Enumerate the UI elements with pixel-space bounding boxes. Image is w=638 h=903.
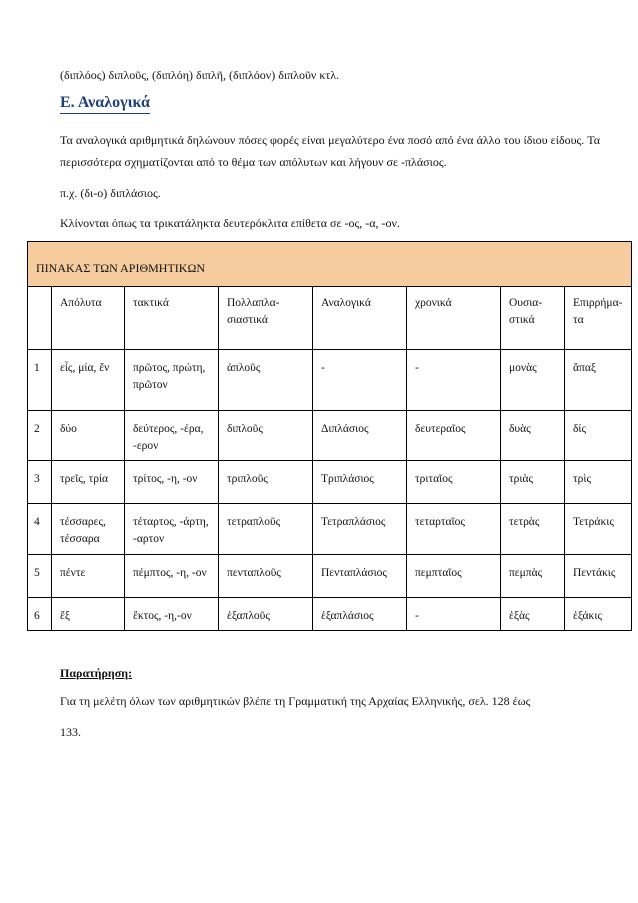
table-cell: τριταῖος: [407, 461, 501, 504]
table-cell: πέμπτος, -η, -ον: [125, 554, 219, 597]
row-number: 6: [28, 597, 52, 631]
table-cell: δευτεραῖος: [407, 411, 501, 461]
note-text-continued: 133.: [60, 725, 81, 739]
row-number: 4: [28, 504, 52, 554]
table-cell: Τετραπλάσιος: [313, 504, 407, 554]
table-cell: ἅπαξ: [565, 350, 632, 411]
numerals-table: [27, 241, 632, 631]
table-cell: -: [407, 350, 501, 411]
table-row: [28, 504, 632, 554]
row-number: 2: [28, 411, 52, 461]
table-cell: -: [313, 350, 407, 411]
table-cell: μονὰς: [501, 350, 565, 411]
header-cell: Αναλογικά: [313, 287, 407, 350]
note-title: Παρατήρηση:: [60, 666, 133, 680]
table-cell: τρεῖς, τρία: [52, 461, 125, 504]
table-row: [28, 411, 632, 461]
table-cell: πενταπλοῦς: [219, 554, 313, 597]
row-number: 1: [28, 350, 52, 411]
header-cell: Ουσια-στικά: [501, 287, 565, 350]
table-cell: Πεντάκις: [565, 554, 632, 597]
table-cell: τετρὰς: [501, 504, 565, 554]
table-cell: πεμπταῖος: [407, 554, 501, 597]
table-cell: πεμπὰς: [501, 554, 565, 597]
row-number: 3: [28, 461, 52, 504]
intro-line: (διπλόος) διπλοῦς, (διπλόη) διπλῆ, (διπλόον) διπλοῦν κτλ.: [60, 68, 340, 82]
table-cell: τετραπλοῦς: [219, 504, 313, 554]
header-cell: Απόλυτα: [52, 287, 125, 350]
section-title: Ε. Αναλογικά: [60, 93, 150, 114]
note-text: Για τη μελέτη όλων των αριθμητικών βλέπε τη Γραμματική της Αρχαίας Ελληνικής, σελ. 128 έως: [60, 694, 531, 708]
table-cell: τριὰς: [501, 461, 565, 504]
table-cell: δίς: [565, 411, 632, 461]
table-row: [28, 350, 632, 411]
table-row: [28, 554, 632, 597]
header-cell: τακτικά: [125, 287, 219, 350]
table-cell: ἁπλοῦς: [219, 350, 313, 411]
table-cell: Τριπλάσιος: [313, 461, 407, 504]
table-cell: πέντε: [52, 554, 125, 597]
table-cell: ἑξάκις: [565, 597, 632, 631]
table-header-row: [28, 287, 632, 350]
table-cell: εἷς, μία, ἕν: [52, 350, 125, 411]
header-cell: Επιρρήμα-τα: [565, 287, 632, 350]
table-cell: τέταρτος, -άρτη, -αρτον: [125, 504, 219, 554]
table-row: [28, 461, 632, 504]
table-cell: πρῶτος, πρώτη, πρῶτον: [125, 350, 219, 411]
example-line: π.χ. (δι-ο) διπλάσιος.: [60, 186, 161, 200]
table-cell: τέσσαρες, τέσσαρα: [52, 504, 125, 554]
table-cell: ἑξαπλοῦς: [219, 597, 313, 631]
table-cell: δύο: [52, 411, 125, 461]
table-cell: τριπλοῦς: [219, 461, 313, 504]
table-row: [28, 597, 632, 631]
header-cell-empty: [28, 287, 52, 350]
table-cell: δυὰς: [501, 411, 565, 461]
table-cell: Πενταπλάσιος: [313, 554, 407, 597]
table-cell: Διπλάσιος: [313, 411, 407, 461]
description-paragraph: Τα αναλογικά αριθμητικά δηλώνουν πόσες φορές είναι μεγαλύτερο ένα ποσό από ένα άλλο του ίδιου είδους. Τα περισσότερα σχηματίζονται από το θέμα των απόλυτων και λήγουν σε -πλάσιος.: [60, 133, 600, 169]
table-cell: τεταρταῖος: [407, 504, 501, 554]
row-number: 5: [28, 554, 52, 597]
table-cell: δεύτερος, -έρα, -ερον: [125, 411, 219, 461]
table-cell: τρίτος, -η, -ον: [125, 461, 219, 504]
declension-line: Κλίνονται όπως τα τρικατάληκτα δευτερόκλιτα επίθετα σε -ος, -α, -ον.: [60, 216, 400, 230]
table-cell: ἑξὰς: [501, 597, 565, 631]
table-cell: ἕξ: [52, 597, 125, 631]
table-cell: διπλοῦς: [219, 411, 313, 461]
table-cell: ἕκτος, -η,-ον: [125, 597, 219, 631]
table-cell: -: [407, 597, 501, 631]
header-cell: χρονικά: [407, 287, 501, 350]
table-cell: ἑξαπλάσιος: [313, 597, 407, 631]
table-caption: ΠΙΝΑΚΑΣ ΤΩΝ ΑΡΙΘΜΗΤΙΚΩΝ: [28, 242, 632, 287]
table-cell: Τετράκις: [565, 504, 632, 554]
header-cell: Πολλαπλα-σιαστικά: [219, 287, 313, 350]
table-cell: τρὶς: [565, 461, 632, 504]
